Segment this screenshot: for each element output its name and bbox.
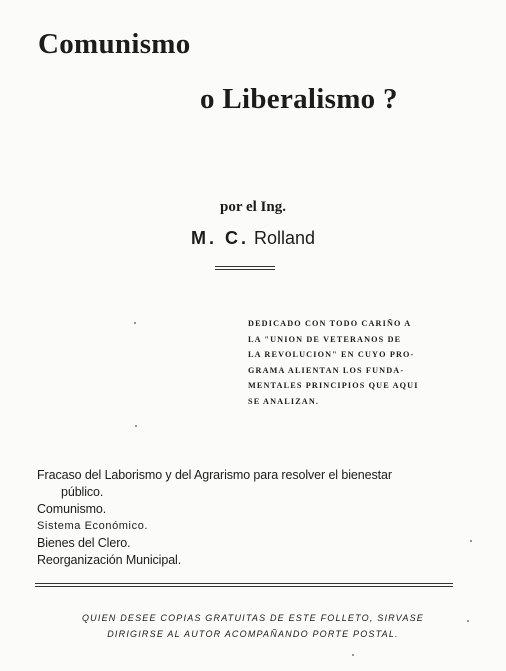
long-divider (35, 583, 453, 587)
print-speck (135, 425, 137, 427)
title-line-1: Comunismo (38, 28, 191, 60)
topic-item-continuation: público. (61, 485, 104, 499)
author-name (0, 228, 506, 249)
byline: por el Ing. (220, 199, 286, 215)
print-speck (467, 620, 469, 622)
short-divider (215, 266, 275, 270)
topic-item: Fracaso del Laborismo y del Agrarismo para resolver el bienestar (37, 468, 392, 482)
topics-list (37, 467, 477, 569)
print-speck (470, 540, 472, 542)
dedication-line: LA "UNION DE VETERANOS DE (248, 334, 402, 344)
dedication (248, 316, 458, 410)
print-speck (134, 322, 136, 324)
dedication-line: SE ANALIZAN. (248, 396, 320, 406)
print-speck (352, 654, 354, 656)
topic-item: Comunismo. (37, 502, 107, 516)
notice-line: QUIEN DESEE COPIAS GRATUITAS DE ESTE FOLLETO, SIRVASE (81, 613, 424, 623)
topic-item: Reorganización Municipal. (37, 553, 182, 567)
dedication-line: LA REVOLUCION" EN CUYO PRO- (248, 350, 415, 360)
author-surname: Rolland (253, 228, 316, 248)
topic-item: Bienes del Clero. (37, 536, 131, 550)
dedication-line: MENTALES PRINCIPIOS QUE AQUI (248, 381, 419, 391)
author-initials: M. C. (190, 228, 249, 248)
topic-item: Sistema Económico. (37, 520, 149, 532)
notice-line: DIRIGIRSE AL AUTOR ACOMPAÑANDO PORTE POSTAL. (107, 629, 399, 639)
dedication-line: DEDICADO CON TODO CARIÑO A (248, 319, 412, 328)
dedication-line: GRAMA ALIENTAN LOS FUNDA- (248, 365, 405, 375)
notice (0, 610, 506, 642)
title-line-2: o Liberalismo ? (200, 83, 398, 115)
